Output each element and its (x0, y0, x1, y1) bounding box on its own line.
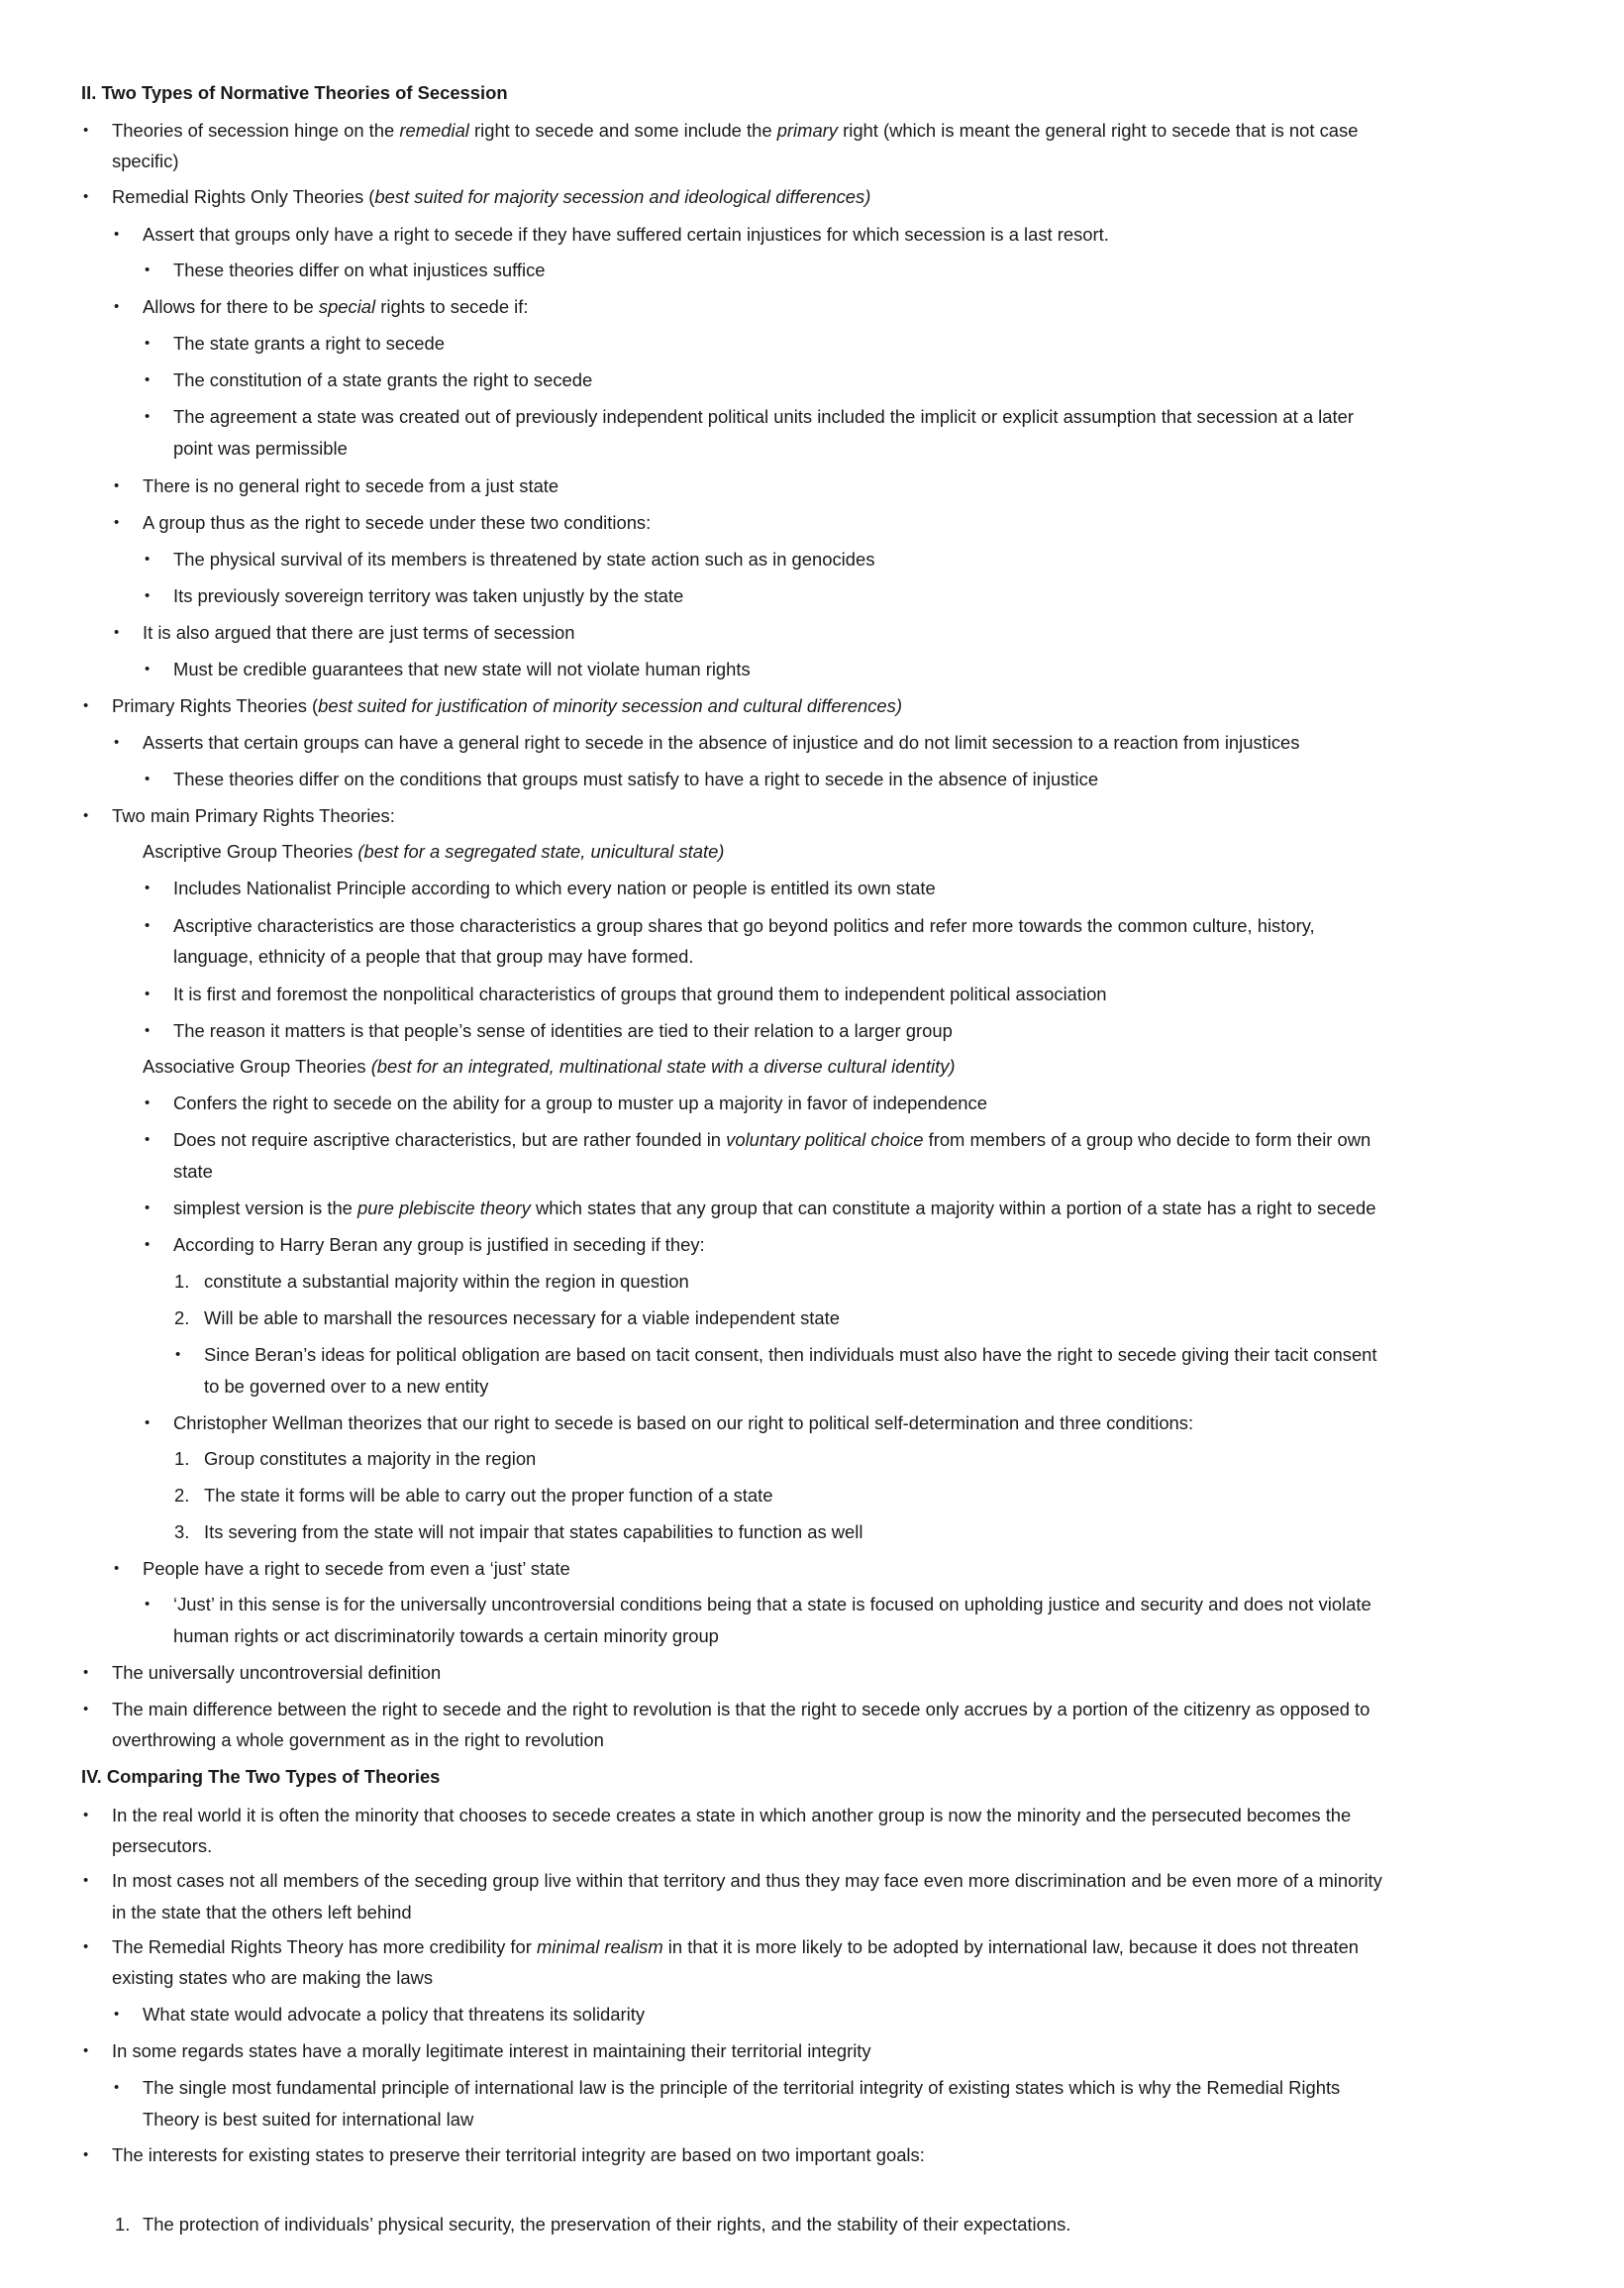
list-item (173, 549, 874, 571)
list-item (173, 984, 1107, 1005)
text-run: Will be able to marshall the resources necessary for a viable independent state (204, 1307, 840, 1328)
bullet-marker: • (145, 1131, 151, 1148)
text-run: Includes Nationalist Principle according to which every nation or people is entitled its own state (173, 878, 936, 898)
italic-text: special (318, 296, 376, 317)
list-item (173, 1129, 1370, 1151)
bullet-marker: • (175, 1346, 181, 1363)
text-run: persecutors. (112, 1835, 213, 1856)
list-item (112, 1902, 412, 1924)
bullet-marker: • (145, 1022, 151, 1039)
text-run: These theories differ on the conditions that groups must satisfy to have a right to secede in the absence of injustice (173, 769, 1099, 789)
text-run: Two main Primary Rights Theories: (112, 805, 395, 826)
list-number: 1. (174, 1448, 190, 1469)
text-run: People have a right to secede from even a ‘just’ state (143, 1558, 570, 1579)
list-item (143, 2214, 1070, 2236)
text-run: These theories differ on what injustices suffice (173, 260, 546, 280)
text-run: to be governed over to a new entity (204, 1376, 489, 1397)
list-item (173, 406, 1354, 428)
list-item (173, 333, 445, 355)
bullet-marker: • (145, 986, 151, 1002)
italic-text: best suited for majority secession and ideological differences) (374, 186, 871, 207)
text-run: point was permissible (173, 438, 348, 459)
list-item (112, 1699, 1370, 1720)
list-item (204, 1521, 863, 1543)
list-number: 1. (174, 1271, 190, 1292)
bullet-marker: • (145, 551, 151, 568)
bullet-marker: • (114, 1560, 120, 1577)
list-item (173, 1092, 987, 1114)
text-run: The constitution of a state grants the right to secede (173, 369, 593, 390)
list-item (143, 1056, 956, 1078)
text-run: Associative Group Theories (143, 1056, 371, 1077)
italic-text: primary (776, 120, 838, 141)
italic-text: minimal realism (536, 1936, 663, 1957)
text-run: which states that any group that can constitute a majority within a portion of a state has a right to secede (530, 1197, 1376, 1218)
text-run: The physical survival of its members is threatened by state action such as in genocides (173, 549, 875, 570)
bullet-marker: • (145, 1596, 151, 1612)
text-run: Ascriptive characteristics are those characteristics a group shares that go beyond politics and refer more towards the common culture, history, (173, 915, 1315, 936)
bullet-marker: • (145, 261, 151, 278)
bullet-marker: • (114, 734, 120, 751)
list-item (204, 1376, 488, 1398)
bullet-marker: • (83, 2146, 89, 2163)
list-item (112, 805, 395, 827)
list-item (112, 1729, 604, 1751)
bullet-marker: • (83, 1701, 89, 1717)
bullet-marker: • (83, 122, 89, 139)
text-run: The state grants a right to secede (173, 333, 445, 354)
bullet-marker: • (145, 661, 151, 677)
list-item (204, 1485, 772, 1507)
italic-text: (best for a segregated state, unicultural state) (357, 841, 725, 862)
bullet-marker: • (83, 807, 89, 824)
list-item (112, 1967, 433, 1989)
text-run: The universally uncontroversial definition (112, 1662, 442, 1683)
section-heading (81, 82, 508, 104)
text-run: Must be credible guarantees that new state will not violate human rights (173, 659, 751, 679)
list-item (143, 2004, 645, 2026)
list-item (173, 1625, 719, 1647)
bullet-marker: • (83, 1807, 89, 1823)
text-run: It is first and foremost the nonpolitical characteristics of groups that ground them to independent political association (173, 984, 1107, 1004)
text-run: According to Harry Beran any group is justified in seceding if they: (173, 1234, 705, 1255)
text-run: There is no general right to secede from a just state (143, 475, 559, 496)
list-item (112, 2144, 925, 2166)
bullet-marker: • (114, 624, 120, 641)
list-item (204, 1271, 689, 1293)
bullet-marker: • (145, 408, 151, 425)
text-run: Its severing from the state will not impair that states capabilities to function as well (204, 1521, 863, 1542)
list-item (143, 512, 651, 534)
text-run: Assert that groups only have a right to secede if they have suffered certain injustices for which secession is a last resort. (143, 224, 1109, 245)
bullet-marker: • (145, 1199, 151, 1216)
list-number: 1. (115, 2214, 131, 2235)
text-run: right to secede and some include the (468, 120, 777, 141)
text-run: It is also argued that there are just terms of secession (143, 622, 575, 643)
text-run: Does not require ascriptive characteristics, but are rather founded in (173, 1129, 727, 1150)
list-item (204, 1448, 536, 1470)
list-item (204, 1307, 840, 1329)
italic-text: voluntary political choice (726, 1129, 924, 1150)
bullet-marker: • (145, 917, 151, 934)
list-item (173, 260, 546, 281)
list-item (112, 1870, 1382, 1892)
list-item (173, 1197, 1375, 1219)
list-item (173, 1020, 953, 1042)
list-item (143, 475, 558, 497)
text-run: ‘Just’ in this sense is for the universally uncontroversial conditions being that a state is focused on upholding justice and security and does not violate (173, 1594, 1371, 1614)
text-run: constitute a substantial majority within the region in question (204, 1271, 689, 1292)
bullet-marker: • (114, 2006, 120, 2023)
text-run: The Remedial Rights Theory has more credibility for (112, 1936, 537, 1957)
text-run: In most cases not all members of the seceding group live within that territory and thus they may face even more discrimination and be even more of a minority (112, 1870, 1382, 1891)
text-run: specific) (112, 151, 179, 171)
text-run: In the real world it is often the minority that chooses to secede creates a state in which another group is now the minority and the persecuted becomes the (112, 1805, 1352, 1825)
bullet-marker: • (83, 697, 89, 714)
list-item (143, 622, 574, 644)
text-run: The agreement a state was created out of previously independent political units included the implicit or explicit assumption that secession at a later (173, 406, 1354, 427)
text-run: language, ethnicity of a people that that group may have formed. (173, 946, 694, 967)
text-run: in the state that the others left behind (112, 1902, 412, 1923)
bullet-marker: • (145, 1236, 151, 1253)
list-number: 2. (174, 1485, 190, 1506)
list-item (173, 1412, 1193, 1434)
bullet-marker: • (114, 477, 120, 494)
text-run: The interests for existing states to preserve their territorial integrity are based on two important goals: (112, 2144, 925, 2165)
list-item (143, 841, 724, 863)
list-item (173, 769, 1098, 790)
text-run: What state would advocate a policy that threatens its solidarity (143, 2004, 646, 2025)
list-item (112, 151, 178, 172)
list-item (112, 1662, 441, 1684)
list-item (173, 915, 1315, 937)
list-item (112, 695, 902, 717)
list-number: 2. (174, 1307, 190, 1328)
list-item (173, 1234, 705, 1256)
text-run: from members of a group who decide to form their own (923, 1129, 1371, 1150)
list-item (173, 1161, 213, 1183)
list-item (173, 369, 592, 391)
bullet-marker: • (83, 1872, 89, 1889)
text-run: Confers the right to secede on the ability for a group to muster up a majority in favor of independence (173, 1092, 987, 1113)
list-item (173, 585, 683, 607)
bullet-marker: • (114, 2079, 120, 2096)
list-item (112, 1936, 1359, 1958)
list-item (173, 1594, 1371, 1615)
text-run: IV. Comparing The Two Types of Theories (81, 1766, 441, 1787)
list-item (143, 2077, 1340, 2099)
text-run: Primary Rights Theories ( (112, 695, 319, 716)
list-item (143, 224, 1109, 246)
list-number: 3. (174, 1521, 190, 1542)
text-run: right (which is meant the general right to secede that is not case (838, 120, 1359, 141)
text-run: Ascriptive Group Theories (143, 841, 358, 862)
bullet-marker: • (145, 335, 151, 352)
bullet-marker: • (145, 880, 151, 896)
text-run: Theories of secession hinge on the (112, 120, 400, 141)
list-item (112, 186, 870, 208)
list-item (112, 120, 1358, 142)
bullet-marker: • (145, 371, 151, 388)
text-run: Asserts that certain groups can have a general right to secede in the absence of injustice and do not limit secession to a reaction from injustices (143, 732, 1300, 753)
text-run: existing states who are making the laws (112, 1967, 434, 1988)
list-item (173, 878, 936, 899)
text-run: Its previously sovereign territory was taken unjustly by the state (173, 585, 684, 606)
list-item (143, 732, 1299, 754)
text-run: Allows for there to be (143, 296, 319, 317)
text-run: Theory is best suited for international law (143, 2109, 474, 2130)
bullet-marker: • (114, 226, 120, 243)
text-run: state (173, 1161, 213, 1182)
text-run: The state it forms will be able to carry out the proper function of a state (204, 1485, 773, 1506)
list-item (173, 438, 348, 460)
list-item (112, 2040, 871, 2062)
text-run: Group constitutes a majority in the region (204, 1448, 537, 1469)
list-item (143, 2109, 473, 2131)
list-item (173, 946, 694, 968)
text-run: A group thus as the right to secede under these two conditions: (143, 512, 652, 533)
text-run: The single most fundamental principle of international law is the principle of the territorial integrity of existing states which is why the Remedial Rights (143, 2077, 1341, 2098)
bullet-marker: • (145, 587, 151, 604)
italic-text: (best for an integrated, multinational state with a diverse cultural identity) (370, 1056, 956, 1077)
list-item (204, 1344, 1377, 1366)
list-item (173, 659, 751, 680)
bullet-marker: • (145, 771, 151, 787)
text-run: In some regards states have a morally legitimate interest in maintaining their territorial integrity (112, 2040, 871, 2061)
list-item (112, 1805, 1351, 1826)
text-run: The protection of individuals’ physical security, the preservation of their rights, and the stability of their expectations. (143, 2214, 1071, 2235)
text-run: Since Beran’s ideas for political obligation are based on tacit consent, then individuals must also have the right to secede giving their tacit consent (204, 1344, 1377, 1365)
section-heading (81, 1766, 440, 1788)
bullet-marker: • (83, 188, 89, 205)
text-run: II. Two Types of Normative Theories of Secession (81, 82, 508, 103)
text-run: overthrowing a whole government as in the right to revolution (112, 1729, 604, 1750)
list-item (112, 1835, 212, 1857)
text-run: rights to secede if: (375, 296, 529, 317)
text-run: in that it is more likely to be adopted by international law, because it does not threaten (662, 1936, 1360, 1957)
italic-text: best suited for justification of minority secession and cultural differences) (318, 695, 902, 716)
text-run: Christopher Wellman theorizes that our right to secede is based on our right to political self-determination and three conditions: (173, 1412, 1194, 1433)
bullet-marker: • (114, 514, 120, 531)
text-run: The main difference between the right to secede and the right to revolution is that the right to secede only accrues by a portion of the citizenry as opposed to (112, 1699, 1370, 1719)
text-run: Remedial Rights Only Theories ( (112, 186, 375, 207)
list-item (143, 1558, 570, 1580)
text-run: human rights or act discriminatorily towards a certain minority group (173, 1625, 719, 1646)
bullet-marker: • (83, 2042, 89, 2059)
bullet-marker: • (114, 298, 120, 315)
list-item (143, 296, 528, 318)
bullet-marker: • (145, 1414, 151, 1431)
italic-text: remedial (399, 120, 469, 141)
italic-text: pure plebiscite theory (357, 1197, 531, 1218)
text-run: The reason it matters is that people’s sense of identities are tied to their relation to a larger group (173, 1020, 953, 1041)
bullet-marker: • (145, 1094, 151, 1111)
text-run: simplest version is the (173, 1197, 358, 1218)
bullet-marker: • (83, 1664, 89, 1681)
bullet-marker: • (83, 1938, 89, 1955)
